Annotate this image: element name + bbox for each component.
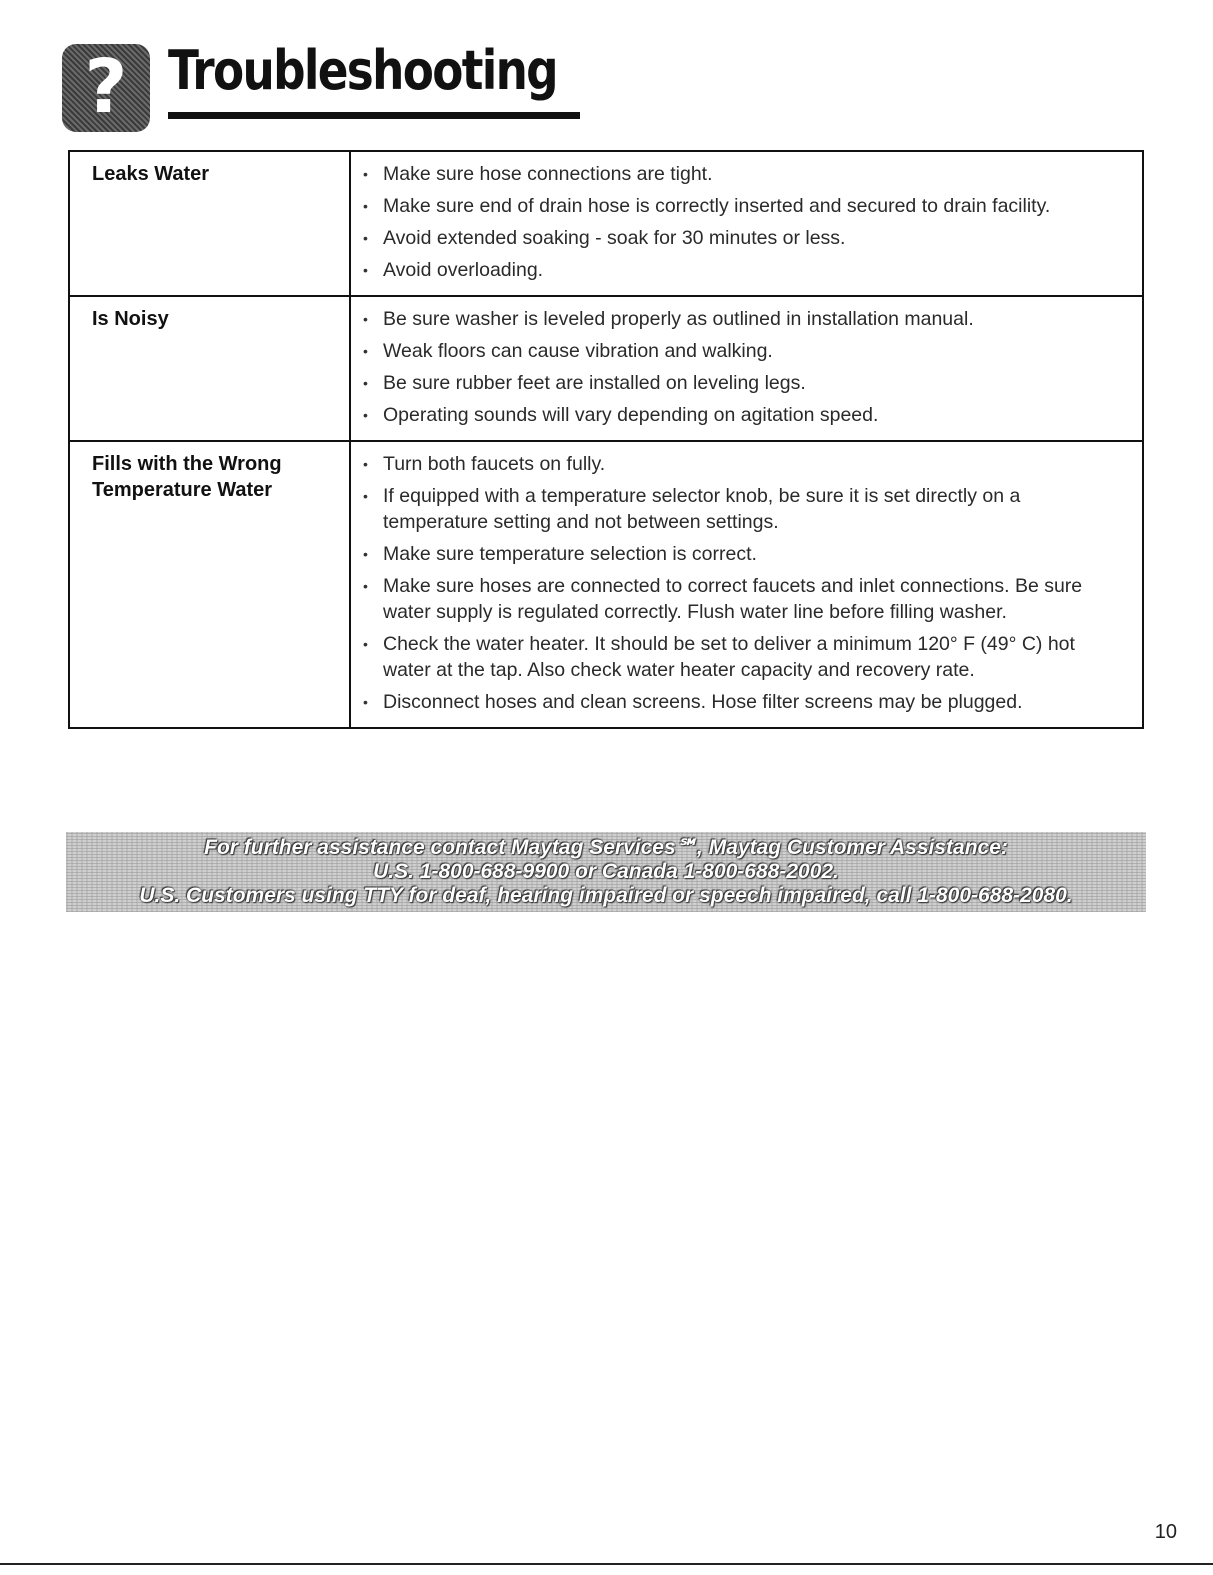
solution-item: • Make sure hose connections are tight.: [361, 161, 1126, 187]
solution-item: • Disconnect hoses and clean screens. Hose filter screens may be plugged.: [361, 689, 1126, 715]
page-title: Troubleshooting: [168, 39, 557, 102]
assistance-line-1: For further assistance contact Maytag Services℠, Maytag Customer Assistance:: [204, 836, 1008, 859]
problem-leaks-water: Leaks Water: [69, 151, 350, 296]
solution-list: [361, 306, 1126, 428]
question-mark-icon: [62, 44, 150, 132]
assistance-line-3: U.S. Customers using TTY for deaf, hearing impaired or speech impaired, call 1-800-688-2080.: [139, 884, 1073, 907]
solution-list: [361, 161, 1126, 283]
page-number: 10: [1154, 1521, 1177, 1543]
solution-item: • Turn both faucets on fully.: [361, 451, 1126, 477]
solution-item: • Avoid extended soaking - soak for 30 minutes or less.: [361, 225, 1126, 251]
solutions-cell: [350, 151, 1143, 296]
solution-item: • If equipped with a temperature selector knob, be sure it is set directly on a temperature setting and not between settings.: [361, 483, 1126, 535]
solution-list: [361, 451, 1126, 715]
solution-item: • Check the water heater. It should be set to deliver a minimum 120° F (49° C) hot water at the tap. Also check water heater capacity and recovery rate.: [361, 631, 1126, 683]
solutions-cell: [350, 296, 1143, 441]
footer-rule: [0, 1563, 1213, 1565]
table-row: [69, 441, 1143, 728]
solution-item: • Operating sounds will vary depending on agitation speed.: [361, 402, 1126, 428]
solution-item: • Be sure washer is leveled properly as outlined in installation manual.: [361, 306, 1126, 332]
solutions-cell: [350, 441, 1143, 728]
solution-item: • Be sure rubber feet are installed on leveling legs.: [361, 370, 1126, 396]
solution-item: • Avoid overloading.: [361, 257, 1126, 283]
page-header: [62, 30, 557, 130]
title-underline: [168, 112, 580, 119]
assistance-line-2: U.S. 1-800-688-9900 or Canada 1-800-688-2002.: [373, 860, 839, 883]
question-mark-glyph: ?: [84, 44, 128, 130]
problem-wrong-temperature: Fills with the Wrong Temperature Water: [69, 441, 350, 728]
solution-item: • Make sure hoses are connected to correct faucets and inlet connections. Be sure water supply is regulated correctly. Flush water line before filling washer.: [361, 573, 1126, 625]
table-row: [69, 151, 1143, 296]
solution-item: • Make sure end of drain hose is correctly inserted and secured to drain facility.: [361, 193, 1126, 219]
assistance-banner: [66, 832, 1146, 912]
table-row: [69, 296, 1143, 441]
solution-item: • Make sure temperature selection is correct.: [361, 541, 1126, 567]
troubleshooting-table: [68, 150, 1144, 729]
problem-is-noisy: Is Noisy: [69, 296, 350, 441]
solution-item: • Weak floors can cause vibration and walking.: [361, 338, 1126, 364]
